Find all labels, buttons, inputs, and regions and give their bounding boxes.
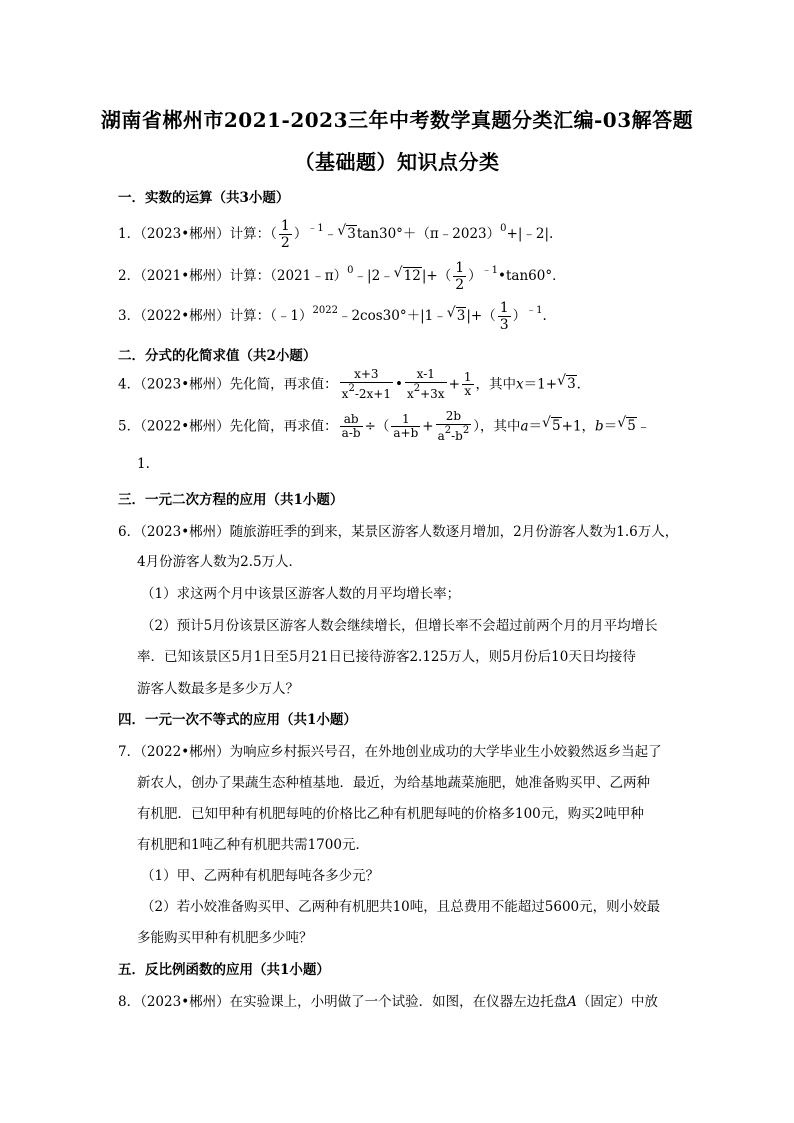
q2-frac-num: 1 — [455, 260, 465, 276]
q4-f1-den — [340, 383, 393, 402]
q5-radicand-a: 5 — [552, 418, 561, 435]
question-6-sub2-line3: 游客人数最多是多少万人？ — [137, 681, 299, 697]
question-3 — [118, 300, 547, 333]
q3-text: ） — [512, 308, 527, 325]
q2-text: |+（ — [421, 268, 452, 285]
q2-exponent: ﹣1 — [481, 265, 499, 277]
question-6-sub1: （1）求这两个月中该景区游客人数的月平均增长率； — [141, 586, 461, 602]
section-heading-2: 二．分式的化简求值（共2小题） — [118, 348, 317, 364]
q4-text: ＝1+ — [523, 376, 558, 393]
q5-text: + — [422, 418, 434, 435]
q4-f3-den: x — [464, 384, 472, 399]
q5-radicand-b: 5 — [627, 418, 636, 435]
q4-f2-den-a: x — [406, 386, 414, 401]
q5-f3-den-exp1: 2 — [444, 424, 452, 436]
q4-f1-den-b: -2x+1 — [354, 386, 391, 401]
q5-f3-den-exp2: 2 — [462, 424, 470, 436]
q8-text: 8．（2023•郴州）在实验课上，小明做了一个试验．如图，在仪器左边托盘 — [118, 994, 568, 1010]
question-6-line2: 4月份游客人数为2.5万人． — [137, 554, 303, 570]
doc-title-line1: 湖南省郴州市2021-2023三年中考数学真题分类汇编-03解答题 — [100, 108, 694, 132]
q3-text: ﹣2cos30°＋|1﹣ — [337, 308, 447, 325]
q5-variable-b: b — [595, 418, 604, 435]
q8-text: （固定）中放 — [576, 994, 658, 1010]
q3-fraction — [498, 300, 511, 333]
q2-radicand: 12 — [403, 268, 421, 285]
q5-f3-num: 2b — [436, 410, 472, 425]
q2-exponent: 0 — [347, 265, 354, 277]
q5-variable-a: a — [520, 418, 529, 435]
q5-f3-den-b: -b — [451, 428, 463, 443]
section-heading-3: 三．一元二次方程的应用（共1小题） — [118, 492, 344, 508]
q4-text: ，其中 — [475, 376, 517, 393]
q5-text: ），其中 — [473, 418, 521, 435]
q3-sqrt: √ 3 — [446, 305, 466, 325]
q1-text: tan30°＋（π﹣2023） — [356, 226, 501, 243]
q5-sqrt-b: √ 5 — [617, 415, 636, 435]
question-7-line4: 有机肥和1吨乙种有机肥共需1700元． — [137, 837, 369, 853]
q4-f1-den-a: x — [341, 386, 349, 401]
q1-text: ﹣ — [323, 226, 338, 243]
section-heading-1: 一．实数的运算（共3小题） — [118, 190, 290, 206]
question-5-line2: 1. — [137, 456, 150, 472]
question-1 — [118, 218, 553, 251]
q5-sqrt-a: √ 5 — [542, 415, 561, 435]
q2-text: ） — [468, 268, 482, 285]
q5-f2-den: a+b — [393, 426, 419, 441]
q1-radicand: 3 — [347, 226, 356, 243]
q4-text: • — [394, 376, 403, 393]
q5-f2-num: 1 — [391, 413, 420, 428]
q5-f3-den-a: a — [437, 428, 445, 443]
q2-frac-den: 2 — [455, 277, 465, 294]
question-7-sub2-line2: 多能购买甲种有机肥多少吨？ — [137, 930, 313, 946]
question-7-sub2-line1: （2）若小姣准备购买甲、乙两种有机肥共10吨，且总费用不能超过5600元，则小姣最 — [141, 899, 661, 915]
q8-variable: A — [567, 994, 577, 1010]
q1-fraction — [279, 218, 292, 251]
q2-text: •tan60°． — [498, 268, 566, 285]
q4-f2-den-b: +3x — [420, 386, 445, 401]
q4-fraction-2 — [405, 368, 447, 402]
q4-text: . — [576, 376, 581, 393]
q5-fraction-1 — [340, 413, 363, 442]
q3-text: 3．（2022•郴州）计算：（﹣1） — [118, 308, 313, 325]
q5-text: ÷（ — [364, 418, 390, 435]
question-5 — [118, 410, 650, 444]
q1-text: 1．（2023•郴州）计算：（ — [118, 226, 277, 243]
q1-exponent: 0 — [500, 223, 507, 235]
question-7-line3: 有机肥．已知甲种有机肥每吨的价格比乙种有机肥每吨的价格多100元，购买2吨甲种 — [137, 806, 644, 822]
section-heading-4: 四．一元一次不等式的应用（共1小题） — [118, 712, 357, 728]
question-8-line1 — [118, 990, 658, 1010]
q3-text: |+（ — [466, 308, 496, 325]
q4-fraction-1 — [340, 368, 393, 402]
q1-frac-num: 1 — [280, 218, 290, 234]
q4-text: 4．（2023•郴州）先化简，再求值： — [118, 376, 338, 393]
q1-frac-den: 2 — [280, 235, 290, 252]
q5-f3-den — [436, 425, 472, 444]
q1-exponent: ﹣1 — [307, 223, 324, 235]
q2-sqrt: √ 12 — [393, 265, 421, 285]
q4-f2-den-exp: 2 — [413, 382, 421, 394]
q4-f2-den — [405, 383, 447, 402]
question-7-sub1: （1）甲、乙两种有机肥每吨各多少元？ — [141, 868, 380, 884]
q3-frac-den: 3 — [499, 317, 509, 334]
q5-fraction-3 — [436, 410, 472, 444]
question-7-line2: 新农人，创办了果蔬生态种植基地．最近，为给基地蔬菜施肥，她准备购买甲、乙两种 — [137, 775, 650, 791]
q4-fraction-3 — [462, 371, 474, 400]
q1-sqrt: √ 3 — [337, 223, 356, 243]
q1-text: ） — [293, 226, 308, 243]
question-7-line1: 7．（2022•郴州）为响应乡村振兴号召，在外地创业成功的大学毕业生小姣毅然返乡当起了 — [118, 744, 662, 760]
q5-text: ﹣ — [636, 418, 651, 435]
q3-exponent: ﹣1 — [526, 305, 543, 317]
q3-frac-num: 1 — [499, 300, 509, 316]
q5-f1-den: a-b — [341, 426, 361, 441]
q4-f1-num: x+3 — [340, 368, 393, 383]
question-4 — [118, 368, 581, 402]
q4-radicand: 3 — [567, 376, 576, 393]
q4-variable: x — [516, 376, 524, 393]
q5-text: +1， — [561, 418, 596, 435]
doc-title-line2: （基础题）知识点分类 — [294, 150, 500, 174]
q5-f1-num: ab — [340, 413, 363, 428]
q4-f1-den-exp: 2 — [348, 382, 355, 394]
q5-text: ＝ — [528, 418, 543, 435]
q2-text: ﹣|2﹣ — [353, 268, 394, 285]
q1-text: +|﹣2|. — [506, 226, 554, 243]
question-6-line1: 6．（2023•郴州）随旅游旺季的到来，某景区游客人数逐月增加，2月份游客人数为1.6万人， — [118, 524, 679, 540]
q4-f2-num: x-1 — [405, 368, 447, 383]
q3-exponent: 2022 — [312, 305, 338, 317]
question-6-sub2-line1: （2）预计5月份该景区游客人数会继续增长，但增长率不会超过前两个月的月平均增长 — [141, 618, 658, 634]
q5-text: 5．（2022•郴州）先化简，再求值： — [118, 418, 338, 435]
q4-sqrt: √ 3 — [557, 373, 576, 393]
q3-radicand: 3 — [456, 308, 466, 325]
q2-fraction — [453, 260, 466, 293]
question-2 — [118, 260, 566, 293]
section-heading-5: 五．反比例函数的应用（共1小题） — [118, 962, 330, 978]
q4-f3-num: 1 — [463, 369, 472, 384]
q4-text: + — [448, 376, 460, 393]
q5-fraction-2 — [391, 413, 420, 442]
question-6-sub2-line2: 率．已知该景区5月1日至5月21日已接待游客2.125万人，则5月份后10天日均接待 — [137, 649, 636, 665]
q5-text: ＝ — [603, 418, 618, 435]
q3-text: . — [542, 308, 547, 325]
q2-text: 2．（2021•郴州）计算：（2021﹣π） — [118, 268, 348, 285]
